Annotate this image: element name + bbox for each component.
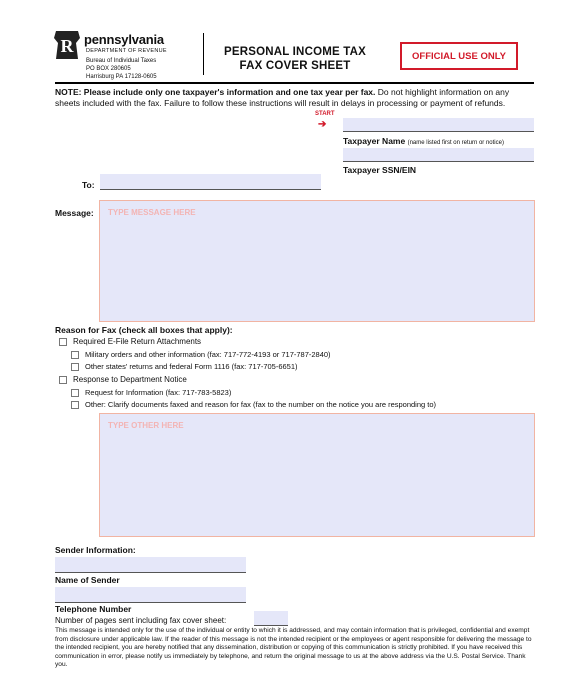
other-checkbox[interactable] [71,401,79,409]
other-textarea[interactable] [99,413,535,537]
taxpayer-name-sublabel: (name listed first on return or notice) [407,140,504,146]
page-title [210,45,380,73]
header-rule [55,82,534,84]
response-checkbox[interactable] [59,376,67,384]
response-option[interactable] [59,375,187,384]
taxpayer-name-input[interactable] [343,118,534,132]
logo-letter: R [60,36,74,56]
other-states-label: Other states' returns and federal Form 1116 (fax: 717-705-6651) [85,362,298,371]
title-line-1: PERSONAL INCOME TAX [223,46,367,58]
start-arrow-icon: ➔ [318,119,327,130]
note-bold: NOTE: Please include only one taxpayer's information and one tax year per fax. [55,87,376,97]
other-states-checkbox[interactable] [71,363,79,371]
reason-heading: Reason for Fax (check all boxes that apply): [55,325,233,335]
other-states-option[interactable] [71,362,298,371]
sender-name-input[interactable] [55,587,246,603]
department-name: DEPARTMENT OF REVENUE [86,48,167,54]
response-label: Response to Department Notice [73,375,187,384]
keystone-logo-icon [54,30,80,60]
taxpayer-name-label [343,136,504,146]
telephone-label: Telephone Number [55,604,132,614]
other-option[interactable] [71,400,436,409]
efile-option[interactable] [59,337,201,346]
sender-heading: Sender Information: [55,545,136,555]
sender-name-label: Name of Sender [55,575,120,585]
to-input[interactable] [100,174,321,190]
efile-checkbox[interactable] [59,338,67,346]
pages-input[interactable] [254,611,288,626]
pages-label: Number of pages sent including fax cover sheet: [55,616,227,625]
official-use-badge: OFFICIAL USE ONLY [400,42,518,70]
taxpayer-ssn-label: Taxpayer SSN/EIN [343,165,417,175]
other-label: Other: Clarify documents faxed and reason for fax (fax to the number on the notice you are responding to) [85,400,437,409]
message-placeholder: TYPE MESSAGE HERE [108,208,196,217]
message-textarea[interactable] [99,200,535,322]
logo-name: pennsylvania [84,32,164,47]
request-info-option[interactable] [71,388,231,397]
military-checkbox[interactable] [71,351,79,359]
message-label: Message: [55,208,94,218]
confidentiality-disclaimer: This message is intended only for the use of the individual or entity to which it is addressed, and may contain information that is privileged, confidential and exempt from disclosure under applicable law. If the reader of this message is not the intended recipient or the employees or agent responsible for delivering the message to the intended recipient, you are hereby notified that any dissemination, distribution or copying of this communication is strictly prohibited. If you have received this communication in error, please notify us immediately by telephone, and return the original message to us at the above address via the U.S. Postal Service. Thank you. [55,627,532,669]
sender-input[interactable] [55,557,246,573]
taxpayer-name-label-text: Taxpayer Name [343,136,406,146]
efile-label: Required E-File Return Attachments [73,337,202,346]
other-placeholder: TYPE OTHER HERE [108,421,184,430]
instructions-note [55,87,535,109]
military-option[interactable] [71,350,331,359]
to-label: To: [82,180,95,190]
address-line-1: Bureau of Individual Taxes [86,58,157,64]
address-line-3: Harrisburg PA 17128-0605 [86,74,157,80]
start-label: START [315,111,335,117]
title-line-2: FAX COVER SHEET [239,60,351,72]
military-label: Military orders and other information (fax: 717-772-4193 or 717-787-2840) [85,350,331,359]
address-line-2: PO BOX 280605 [86,66,131,72]
request-info-checkbox[interactable] [71,389,79,397]
taxpayer-ssn-input[interactable] [343,148,534,162]
note-text: Do not highlight information on any sheets included with the fax. Failure to follow these instructions will result in delays in processing or payment of refunds. [55,87,510,108]
header-divider [203,33,204,75]
request-info-label: Request for Information (fax: 717-783-5823) [85,388,232,397]
